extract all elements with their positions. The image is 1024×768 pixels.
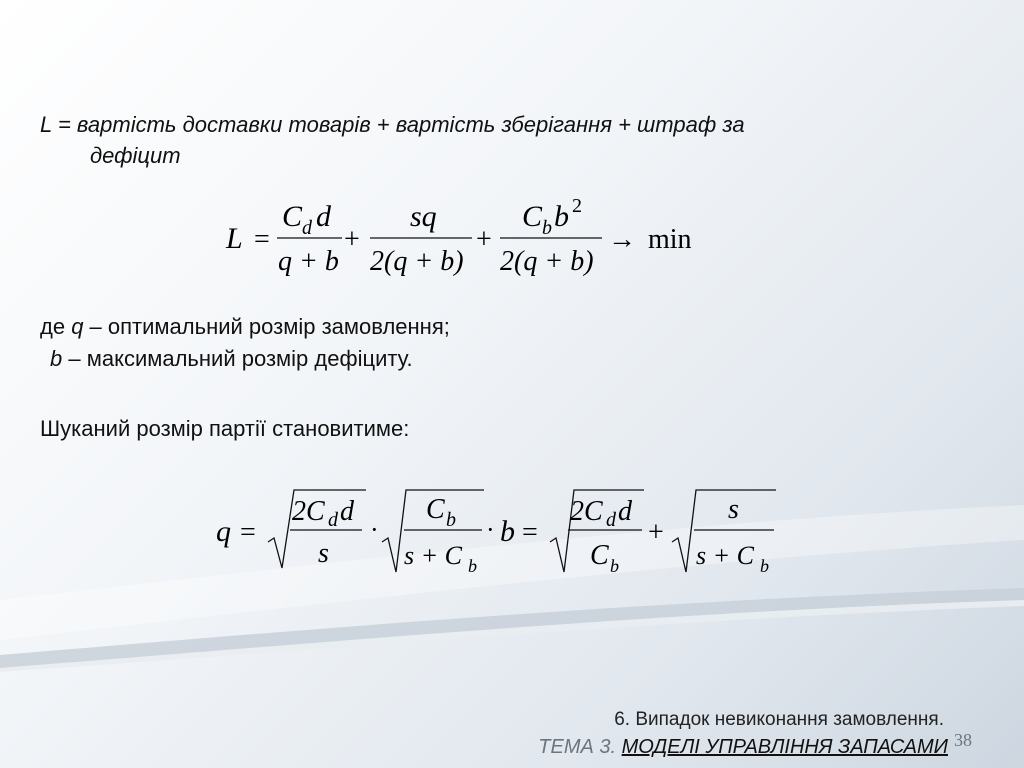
cost-definition-line2: дефіцит [90,143,181,168]
formula-lhs-L: L [226,222,243,255]
root2-denominator: s + C [404,541,463,570]
cost-formula [220,190,720,290]
root1-numerator-coef: 2C [292,496,325,527]
root1-denominator: s [318,538,329,569]
dot-1: · [370,515,379,544]
root4-numerator: s [728,494,739,525]
footer-topic-prefix: ТЕМА 3. [538,736,622,758]
root3-denominator-sub: b [610,556,619,576]
plus-2: + [476,224,492,255]
term3-numerator-sup: 2 [572,195,582,217]
min-label: min [648,224,692,255]
formula2-eq: = [240,517,256,548]
root2-numerator-C: C [426,494,445,525]
root3-numerator-var: d [618,496,632,527]
root3-numerator-coef: 2C [570,496,603,527]
footer-topic [538,736,948,759]
term3-numerator-sub: b [542,217,552,239]
root2-denominator-sub: b [468,556,477,576]
term3-denominator: 2(q + b) [500,246,594,277]
root1-numerator-sub: d [328,509,338,531]
formula2-b: b [500,515,515,548]
plus-1: + [344,224,360,255]
page-number: 38 [954,730,972,750]
formula2-lhs-q: q [216,515,231,548]
where-q-text: – оптимальний розмір замовлення; [83,314,450,339]
arrow: → [608,224,636,255]
term3-numerator-C: C [522,200,543,233]
batch-size-text: Шуканий розмір партії становитиме: [40,416,410,441]
term2-denominator: 2(q + b) [370,246,464,277]
dot-2: · [486,515,495,544]
cost-definition-line1: L = вартість доставки товарів + вартість зберігання + штраф за [40,112,745,137]
formula2-plus: + [648,517,664,548]
term1-denominator: q + b [278,246,339,277]
formula-eq: = [254,224,270,255]
where-b-line [50,344,413,374]
where-q-line [40,312,450,342]
root4-denominator: s + C [696,541,755,570]
root3-denominator-C: C [590,540,609,571]
term2-numerator: sq [410,200,437,233]
root4-denominator-sub: b [760,556,769,576]
term1-numerator-C: C [282,200,303,233]
term1-numerator-sub: d [302,217,312,239]
where-q-prefix: де [40,314,72,339]
formula2-eq2: = [522,517,538,548]
root1-numerator-var: d [340,496,354,527]
root2-numerator-sub: b [446,509,456,531]
where-q-var: q [71,314,84,339]
root3-numerator-sub: d [606,509,616,531]
footer-topic-title: МОДЕЛІ УПРАВЛІННЯ ЗАПАСАМИ [621,736,948,758]
where-b-text: – максимальний розмір дефіциту. [62,346,413,371]
footer-section-title: 6. Випадок невиконання замовлення. [614,709,944,730]
term3-numerator-b: b [554,200,569,233]
where-b-var: b [50,346,63,371]
order-quantity-formula [210,478,790,582]
term1-numerator-d: d [316,200,331,233]
